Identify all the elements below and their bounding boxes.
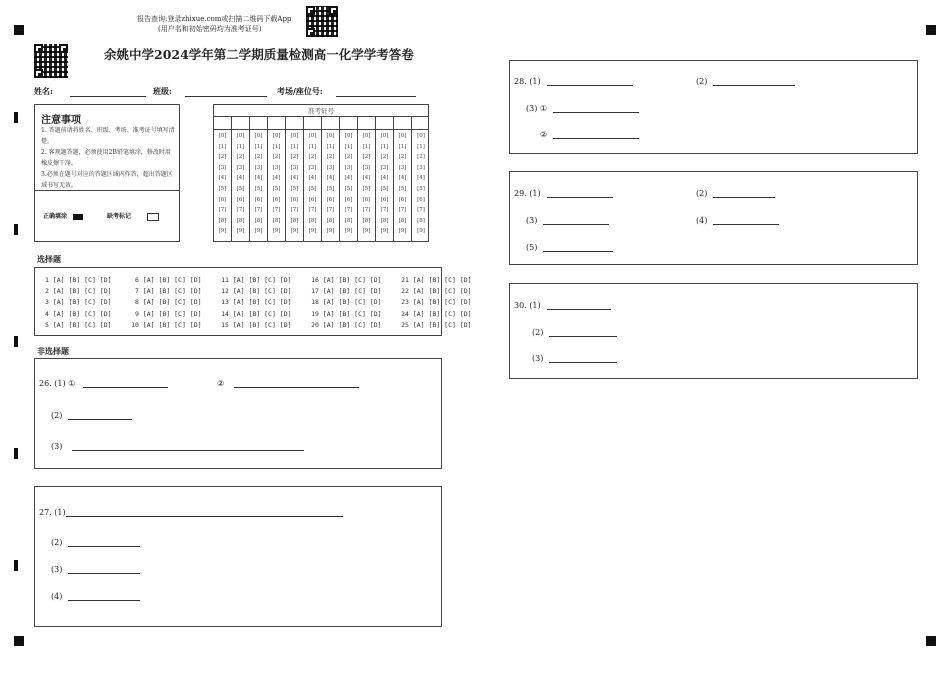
digit-bubble[interactable]: [5] [308, 186, 317, 192]
digit-bubble[interactable]: [3] [218, 164, 227, 171]
notice-item: 1. 答题前请将姓名、班级、考场、准考证号填写清楚。 [41, 127, 175, 145]
digit-bubble[interactable]: [0] [362, 133, 371, 139]
q27-part3[interactable]: (3) [51, 564, 140, 574]
student-qr-code-icon [34, 44, 68, 78]
digit-bubble[interactable]: [9] [326, 228, 335, 235]
digit-bubble[interactable]: [1] [308, 143, 317, 150]
admission-digit-column[interactable] [322, 116, 340, 242]
digit-bubble[interactable]: [7] [290, 207, 299, 214]
digit-bubble[interactable]: [7] [326, 207, 335, 214]
digit-bubble[interactable]: [1] [380, 143, 389, 150]
choice-row[interactable]: 2 [A] [B] [C] [D] 7 [A] [B] [C] [D] 12 [A] [B] [C] [D] 17 [A] [B] [C] [D] 22 [A] [B] [C] [D] [45, 287, 472, 296]
digit-bubble[interactable]: [5] [362, 186, 371, 192]
digit-bubble[interactable]: [9] [380, 228, 389, 235]
question-27-box [34, 486, 442, 627]
digit-bubble[interactable]: [6] [290, 196, 299, 203]
digit-bubble[interactable]: [5] [326, 186, 335, 192]
q28-part2[interactable]: (2) [696, 76, 795, 86]
digit-bubble[interactable]: [2] [218, 154, 227, 161]
report-query-line: 报告查询:登录zhixue.com或扫描二维码下载App [137, 15, 292, 23]
choice-row[interactable]: 4 [A] [B] [C] [D] 9 [A] [B] [C] [D] 14 [A] [B] [C] [D] 19 [A] [B] [C] [D] 24 [A] [B] [C] [D] [45, 309, 472, 318]
digit-bubble[interactable]: [0] [236, 133, 245, 139]
digit-bubble[interactable]: [8] [344, 217, 353, 224]
digit-bubble[interactable]: [3] [326, 164, 335, 171]
digit-bubble[interactable]: [3] [398, 164, 407, 171]
digit-bubble[interactable]: [7] [236, 207, 245, 214]
digit-bubble[interactable]: [1] [290, 143, 299, 150]
digit-bubble[interactable]: [0] [254, 133, 263, 139]
digit-bubble[interactable]: [9] [218, 228, 227, 235]
admission-digit-column[interactable] [250, 116, 268, 242]
digit-bubble[interactable]: [9] [290, 228, 299, 235]
digit-bubble[interactable]: [8] [326, 217, 335, 224]
digit-bubble[interactable]: [6] [326, 196, 335, 203]
app-qr-code-icon [306, 6, 338, 37]
digit-bubble[interactable]: [1] [218, 143, 227, 150]
digit-bubble[interactable]: [2] [254, 154, 263, 161]
digit-bubble[interactable]: [9] [308, 228, 317, 235]
q26-part1[interactable]: 26. (1) ① [39, 378, 168, 388]
digit-bubble[interactable]: [1] [398, 143, 407, 150]
digit-bubble[interactable]: [8] [417, 217, 425, 224]
digit-bubble[interactable]: [6] [344, 196, 353, 203]
digit-bubble[interactable]: [0] [417, 133, 425, 139]
digit-bubble[interactable]: [9] [254, 228, 263, 235]
digit-bubble[interactable]: [3] [272, 164, 281, 171]
admission-digit-column[interactable] [412, 116, 430, 242]
digit-bubble[interactable]: [0] [308, 133, 317, 139]
registration-mark [14, 636, 24, 646]
admission-digit-column[interactable] [376, 116, 394, 242]
q27-part4[interactable]: (4) [51, 591, 140, 601]
timing-mark [14, 448, 18, 459]
digit-bubble[interactable]: [1] [344, 143, 353, 150]
digit-bubble[interactable]: [2] [236, 154, 245, 161]
digit-bubble[interactable]: [8] [308, 217, 317, 224]
digit-bubble[interactable]: [6] [398, 196, 407, 203]
digit-bubble[interactable]: [3] [254, 164, 263, 171]
digit-bubble[interactable]: [4] [254, 175, 263, 182]
digit-bubble[interactable]: [3] [290, 164, 299, 171]
q28-part3-sub2[interactable]: ② [540, 129, 639, 139]
admission-digit-column[interactable] [340, 116, 358, 242]
digit-bubble[interactable]: [7] [308, 207, 317, 214]
choice-answer-box [34, 267, 472, 336]
digit-bubble[interactable]: [3] [380, 164, 389, 171]
digit-bubble[interactable]: [2] [308, 154, 317, 161]
digit-bubble[interactable]: [8] [398, 217, 407, 224]
digit-bubble[interactable]: [8] [380, 217, 389, 224]
digit-bubble[interactable]: [2] [344, 154, 353, 161]
q29-part2[interactable]: (2) [696, 188, 775, 198]
registration-mark [926, 636, 936, 646]
digit-bubble[interactable]: [3] [308, 164, 317, 171]
digit-bubble[interactable]: [8] [272, 217, 281, 224]
digit-bubble[interactable]: [5] [272, 186, 281, 192]
q26-part3[interactable]: (3) [51, 441, 304, 451]
admission-number-grid [213, 104, 429, 242]
digit-bubble[interactable]: [3] [417, 164, 425, 171]
digit-bubble[interactable]: [7] [272, 207, 281, 214]
digit-bubble[interactable]: [9] [398, 228, 407, 235]
notice-item: 3.必须在题号对应的答题区域内作答，超出答题区域书写无效。 [41, 171, 173, 189]
digit-bubble[interactable]: [1] [272, 143, 281, 150]
digit-bubble[interactable]: [3] [362, 164, 371, 171]
digit-bubble[interactable]: [3] [344, 164, 353, 171]
digit-bubble[interactable]: [5] [417, 186, 425, 192]
room-seat-label: 考场/座位号: [277, 86, 323, 96]
admission-digit-column[interactable] [268, 116, 286, 242]
digit-bubble[interactable]: [9] [236, 228, 245, 235]
digit-bubble[interactable]: [7] [218, 207, 227, 214]
admission-number-title: 准考证号 [308, 107, 334, 115]
choice-row[interactable]: 1 [A] [B] [C] [D] 6 [A] [B] [C] [D] 11 [A] [B] [C] [D] 16 [A] [B] [C] [D] 21 [A] [B] [C] [D] [45, 276, 472, 284]
choice-row[interactable]: 3 [A] [B] [C] [D] 8 [A] [B] [C] [D] 13 [A] [B] [C] [D] 18 [A] [B] [C] [D] 23 [A] [B] [C] [D] [45, 298, 472, 307]
digit-bubble[interactable]: [2] [362, 154, 371, 161]
digit-bubble[interactable]: [9] [417, 228, 425, 235]
admission-digit-column[interactable] [394, 116, 412, 242]
q29-part4[interactable]: (4) [696, 215, 779, 225]
name-label: 姓名: [34, 86, 53, 96]
digit-bubble[interactable]: [0] [272, 133, 281, 139]
class-label: 班级: [153, 86, 172, 96]
digit-bubble[interactable]: [4] [218, 175, 227, 182]
question-28-box [509, 60, 918, 154]
q28-part3[interactable]: (3) ① [526, 103, 639, 113]
digit-bubble[interactable]: [4] [344, 175, 353, 182]
nonchoice-section-title: 非选择题 [37, 346, 69, 356]
digit-bubble[interactable]: [8] [290, 217, 299, 224]
digit-bubble[interactable]: [9] [272, 228, 281, 235]
digit-bubble[interactable]: [9] [362, 228, 371, 235]
admission-digit-column[interactable] [214, 116, 232, 242]
digit-bubble[interactable]: [4] [398, 175, 407, 182]
digit-bubble[interactable]: [6] [218, 196, 227, 203]
digit-bubble[interactable]: [5] [290, 186, 299, 192]
digit-bubble[interactable]: [4] [272, 175, 281, 182]
digit-bubble[interactable]: [6] [417, 196, 425, 203]
digit-bubble[interactable]: [6] [236, 196, 245, 203]
digit-bubble[interactable]: [2] [290, 154, 299, 161]
room-seat-field[interactable] [277, 86, 416, 97]
digit-bubble[interactable]: [5] [236, 186, 245, 192]
registration-mark [14, 25, 24, 35]
digit-bubble[interactable]: [0] [398, 133, 407, 139]
digit-bubble[interactable]: [1] [417, 143, 425, 150]
admission-digit-column[interactable] [304, 116, 322, 242]
page-title: 余姚中学2024学年第二学期质量检测高一化学学考答卷 [104, 47, 414, 62]
admission-digit-column[interactable] [358, 116, 376, 242]
report-query-note: (用户名和初始密码均为准考证号) [158, 25, 262, 33]
notice-title: 注意事项 [41, 115, 81, 126]
digit-bubble[interactable]: [4] [417, 175, 425, 182]
digit-bubble[interactable]: [6] [362, 196, 371, 203]
filled-sample-icon [73, 214, 83, 220]
digit-bubble[interactable]: [1] [362, 143, 371, 150]
notice-item: 2. 客观题答题，必须使用2B铅笔填涂，修改时用橡皮擦干净。 [41, 149, 171, 167]
digit-bubble[interactable]: [6] [308, 196, 317, 203]
choice-section-title: 选择题 [37, 254, 61, 264]
q26-part1-sub2[interactable]: ② [217, 378, 359, 388]
digit-bubble[interactable]: [5] [380, 186, 389, 192]
digit-bubble[interactable]: [4] [362, 175, 371, 182]
digit-bubble[interactable]: [7] [417, 207, 425, 214]
q28-part1[interactable]: 28. (1) [514, 76, 633, 86]
digit-bubble[interactable]: [0] [218, 133, 227, 139]
digit-bubble[interactable]: [2] [398, 154, 407, 161]
name-field[interactable] [34, 86, 146, 97]
choice-row[interactable]: 5 [A] [B] [C] [D] 10 [A] [B] [C] [D] 15 [A] [B] [C] [D] 20 [A] [B] [C] [D] 25 [A] [B] [C] [D] [45, 320, 472, 329]
digit-bubble[interactable]: [7] [344, 207, 353, 214]
digit-bubble[interactable]: [5] [398, 186, 407, 192]
notice-box [34, 104, 180, 242]
q30-part1[interactable]: 30. (1) [514, 300, 611, 310]
digit-bubble[interactable]: [4] [290, 175, 299, 182]
q29-part1[interactable]: 29. (1) [514, 188, 613, 198]
digit-bubble[interactable]: [8] [236, 217, 245, 224]
digit-bubble[interactable]: [4] [326, 175, 335, 182]
q26-part2[interactable]: (2) [51, 410, 132, 420]
q29-part3[interactable]: (3) [526, 215, 609, 225]
absent-mark-label: 缺考标记 [107, 213, 132, 220]
q27-part1[interactable]: 27. (1) [39, 507, 343, 517]
correct-fill-label: 正确填涂 [43, 213, 68, 220]
digit-bubble[interactable]: [9] [344, 228, 353, 235]
digit-bubble[interactable]: [6] [254, 196, 263, 203]
q30-part2[interactable]: (2) [532, 327, 617, 337]
digit-bubble[interactable]: [7] [398, 207, 407, 214]
digit-bubble[interactable]: [8] [362, 217, 371, 224]
digit-bubble[interactable]: [1] [254, 143, 263, 150]
timing-mark [14, 560, 18, 571]
digit-bubble[interactable]: [5] [344, 186, 353, 192]
digit-bubble[interactable]: [0] [326, 133, 335, 139]
digit-bubble[interactable]: [4] [380, 175, 389, 182]
timing-mark [14, 336, 18, 347]
digit-bubble[interactable]: [4] [308, 175, 317, 182]
digit-bubble[interactable]: [5] [254, 186, 263, 192]
digit-bubble[interactable]: [0] [344, 133, 353, 139]
digit-bubble[interactable]: [6] [380, 196, 389, 203]
admission-digit-column[interactable] [286, 116, 304, 242]
admission-digit-column[interactable] [232, 116, 250, 242]
digit-bubble[interactable]: [3] [236, 164, 245, 171]
question-30-box [509, 283, 918, 379]
timing-mark [14, 112, 18, 123]
digit-bubble[interactable]: [7] [254, 207, 263, 214]
digit-bubble[interactable]: [2] [380, 154, 389, 161]
digit-bubble[interactable]: [1] [326, 143, 335, 150]
class-field[interactable] [153, 86, 267, 97]
digit-bubble[interactable]: [2] [272, 154, 281, 161]
digit-bubble[interactable]: [4] [236, 175, 245, 182]
digit-bubble[interactable]: [8] [218, 217, 227, 224]
digit-bubble[interactable]: [0] [290, 133, 299, 139]
digit-bubble[interactable]: [6] [272, 196, 281, 203]
registration-mark [926, 25, 936, 35]
q29-part5[interactable]: (5) [526, 242, 613, 252]
q30-part3[interactable]: (3) [532, 353, 617, 363]
digit-bubble[interactable]: [7] [362, 207, 371, 214]
digit-bubble[interactable]: [0] [380, 133, 389, 139]
digit-bubble[interactable]: [5] [218, 186, 227, 192]
digit-bubble[interactable]: [8] [254, 217, 263, 224]
question-26-box [34, 358, 442, 469]
digit-bubble[interactable]: [2] [417, 154, 425, 161]
digit-bubble[interactable]: [7] [380, 207, 389, 214]
q27-part2[interactable]: (2) [51, 537, 140, 547]
digit-bubble[interactable]: [2] [326, 154, 335, 161]
question-29-box [509, 171, 918, 265]
absent-checkbox[interactable] [147, 213, 159, 221]
digit-bubble[interactable]: [1] [236, 143, 245, 150]
timing-mark [14, 224, 18, 235]
